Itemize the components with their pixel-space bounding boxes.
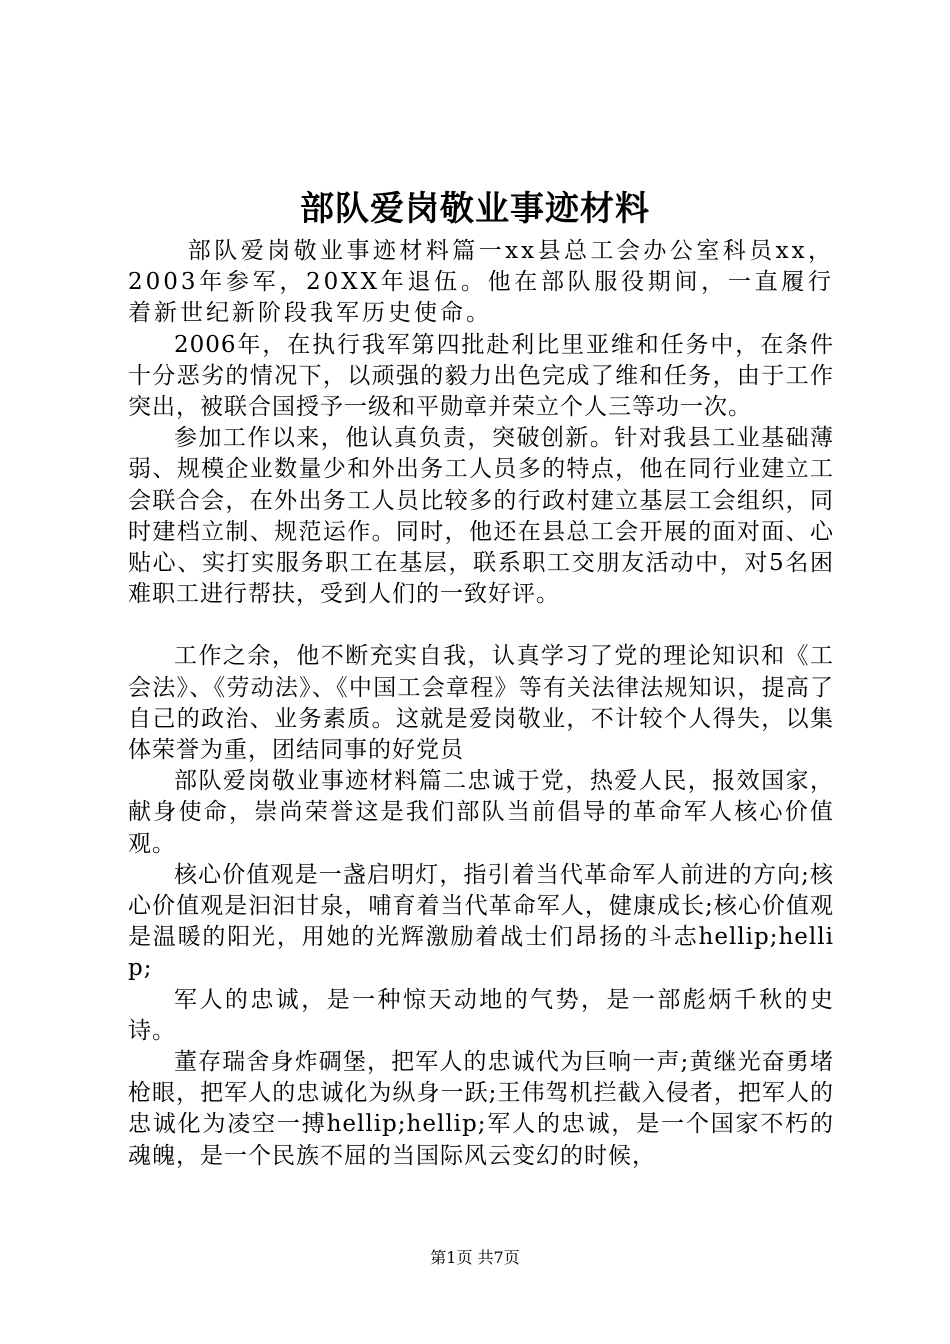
document-title: 部队爱岗敬业事迹材料 [300,189,650,229]
paragraph-5: 部队爱岗敬业事迹材料篇二忠诚于党，热爱人民，报效国家，献身使命，崇尚荣誉这是我们部队当前倡导的革命军人核心价值观。 [128,768,834,857]
paragraph-1: 部队爱岗敬业事迹材料篇一xx县总工会办公室科员xx，2003年参军，20XX年退伍。他在部队服役期间，一直履行着新世纪新阶段我军历史使命。 [128,238,834,327]
paragraph-7: 军人的忠诚，是一种惊天动地的气势，是一部彪炳千秋的史诗。 [128,986,834,1044]
page-footer: 第1页 共7页 [430,1248,520,1267]
paragraph-4: 工作之余，他不断充实自我，认真学习了党的理论知识和《工会法》、《劳动法》、《中国工会章程》等有关法律法规知识，提高了自己的政治、业务素质。这就是爱岗敬业，不计较个人得失，以集体荣誉为重，团结同事的好党员 [128,643,834,764]
paragraph-6: 核心价值观是一盏启明灯，指引着当代革命军人前进的方向;核心价值观是汩汩甘泉，哺育着当代革命军人，健康成长;核心价值观是温暖的阳光，用她的光辉激励着战士们昂扬的斗志hellip;hellip; [128,861,834,982]
paragraph-2: 2006年，在执行我军第四批赴利比里亚维和任务中，在条件十分恶劣的情况下，以顽强的毅力出色完成了维和任务，由于工作突出，被联合国授予一级和平勋章并荣立个人三等功一次。 [128,331,834,421]
document-body [128,236,834,1172]
paragraph-8: 董存瑞舍身炸碉堡，把军人的忠诚代为巨响一声;黄继光奋勇堵枪眼，把军人的忠诚化为纵身一跃;王伟驾机拦截入侵者，把军人的忠诚化为凌空一搏hellip;hellip;军人的忠诚，是一个国家不朽的魂魄，是一个民族不屈的当国际风云变幻的时候， [128,1049,834,1169]
paragraph-gap [128,610,834,641]
paragraph-3: 参加工作以来，他认真负责，突破创新。针对我县工业基础薄弱、规模企业数量少和外出务工人员多的特点，他在同行业建立工会联合会，在外出务工人员比较多的行政村建立基层工会组织，同时建档立制、规范运作。同时，他还在县总工会开展的面对面、心贴心、实打实服务职工在基层，联系职工交朋友活动中，对5名困难职工进行帮扶，受到人们的一致好评。 [128,425,834,608]
